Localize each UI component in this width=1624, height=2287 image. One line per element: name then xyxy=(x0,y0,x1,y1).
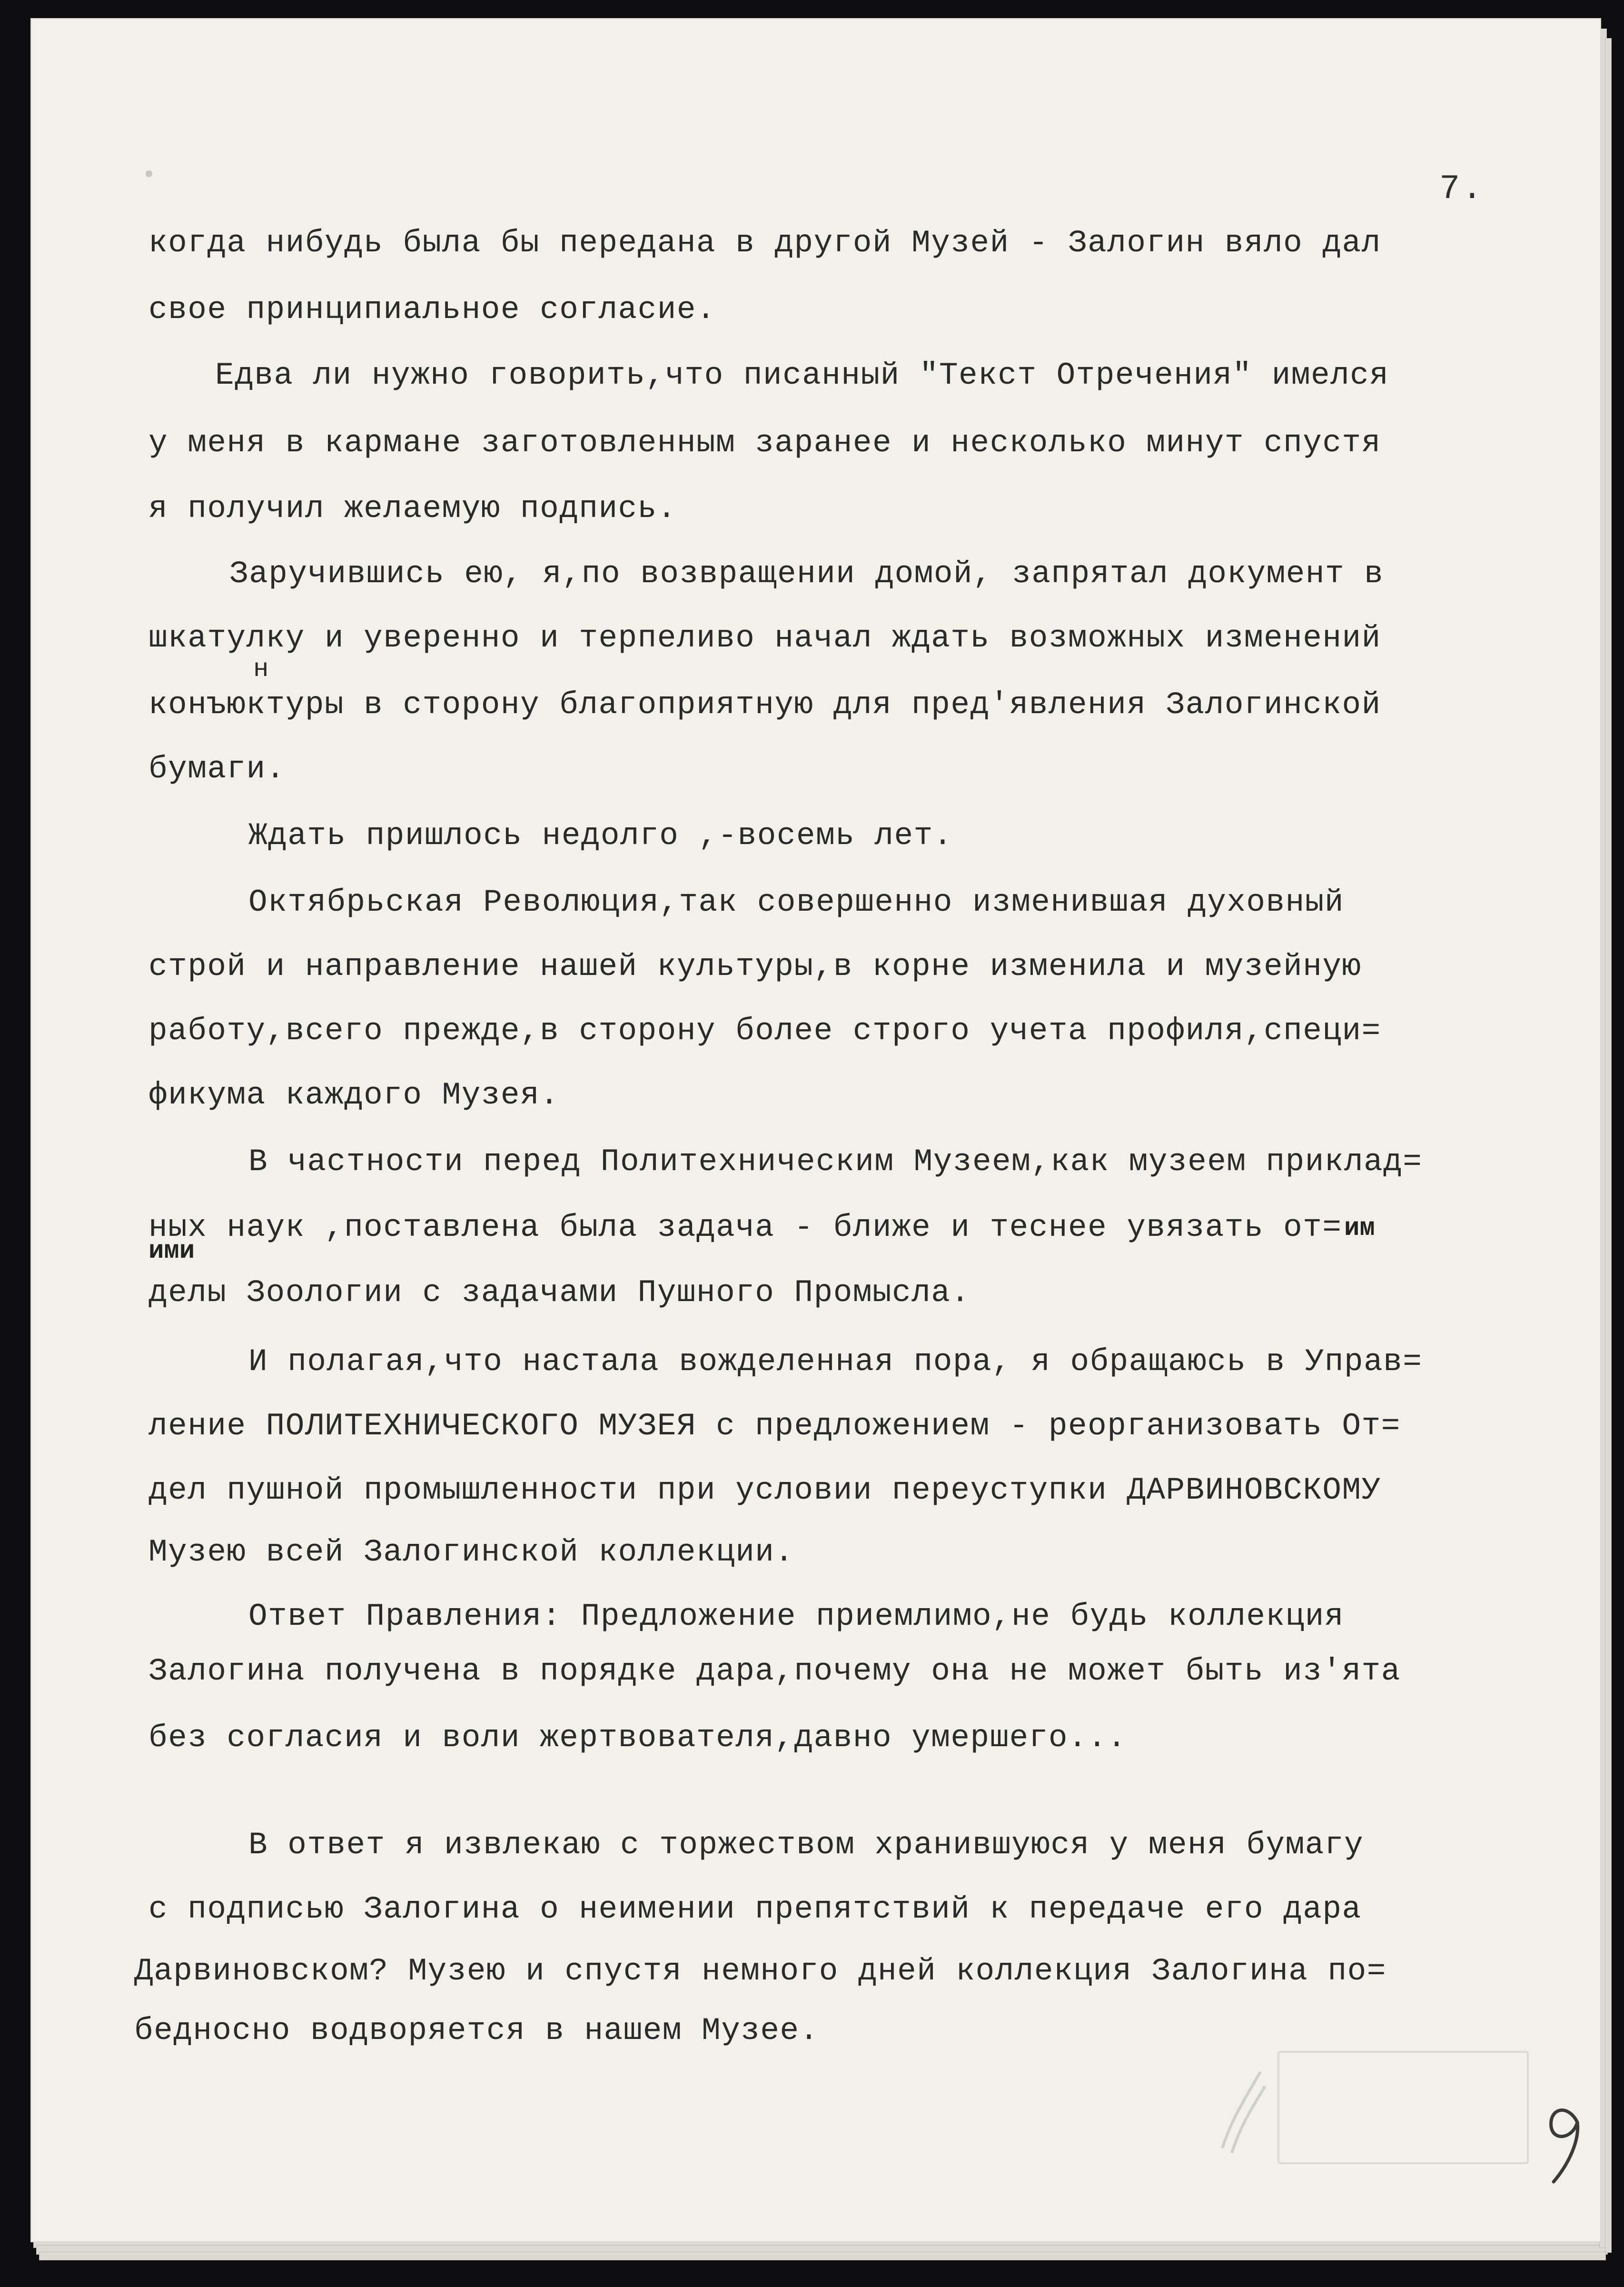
overtyped-text: ими xyxy=(149,1237,195,1266)
handwritten-insertion: н xyxy=(253,655,269,684)
text-line: строй и направление нашей культуры,в корне изменила и музейную xyxy=(149,949,1362,984)
text-line: бедносно водворяется в нашем Музее. xyxy=(134,2013,819,2048)
text-line: Дарвиновском? Музею и спустя немного дней коллекция Залогина по= xyxy=(134,1953,1386,1989)
text-line: ление ПОЛИТЕХНИЧЕСКОГО МУЗЕЯ с предложением - реорганизовать От= xyxy=(149,1408,1401,1444)
text-line: Ждать пришлось недолго ,-восемь лет. xyxy=(248,818,953,854)
text-line: делы Зоологии с задачами Пушного Промысла. xyxy=(149,1275,970,1311)
punch-hole xyxy=(146,170,152,177)
text-line: у меня в кармане заготовленным заранее и несколько минут спустя xyxy=(149,425,1381,461)
text-line: Едва ли нужно говорить,что писанный "Текст Отречения" имелся xyxy=(215,358,1389,393)
text-line: конъюктуры в сторону благоприятную для пред'явления Залогинской xyxy=(149,687,1381,723)
handwritten-folio-number xyxy=(1539,2094,1596,2191)
page-number: 7. xyxy=(1439,169,1485,209)
text-line: фикума каждого Музея. xyxy=(149,1077,560,1113)
text-line: Ответ Правления: Предложение приемлимо,не будь коллекция xyxy=(248,1599,1344,1634)
text-line: работу,всего прежде,в сторону более строго учета профиля,специ= xyxy=(149,1013,1381,1049)
text-line: дел пушной промышленности при условии переуступки ДАРВИНОВСКОМУ xyxy=(149,1472,1381,1508)
text-line: Заручившись ею, я,по возвращении домой, запрятал документ в xyxy=(229,556,1384,592)
text-line: шкатулку и уверенно и терпеливо начал ждать возможных изменений xyxy=(149,620,1381,656)
text-line: свое принципиальное согласие. xyxy=(149,292,716,328)
text-line: В частности перед Политехническим Музеем,как музеем приклад= xyxy=(248,1144,1423,1180)
text-line: я получил желаемую подпись. xyxy=(149,491,677,527)
text-line: Залогина получена в порядке дара,почему она не может быть из'ята xyxy=(149,1653,1401,1689)
text-line: ных наук ,поставлена была задача - ближе и теснее увязать от= xyxy=(149,1210,1342,1245)
text-line: когда нибудь была бы передана в другой Музей - Залогин вяло дал xyxy=(149,225,1381,261)
document-page xyxy=(30,18,1601,2242)
stamp-seal-icon xyxy=(1213,2062,1270,2158)
text-line: бумаги. xyxy=(149,751,286,787)
text-line: без согласия и воли жертвователя,давно умершего... xyxy=(149,1720,1127,1756)
overtyped-text: им xyxy=(1344,1214,1375,1243)
text-line: Музею всей Залогинской коллекции. xyxy=(149,1534,794,1570)
text-line: В ответ я извлекаю с торжеством хранившуюся у меня бумагу xyxy=(248,1827,1364,1863)
archive-stamp xyxy=(1277,2051,1529,2164)
handwritten-nine-icon xyxy=(1539,2094,1596,2189)
text-line: Октябрьская Революция,так совершенно изменившая духовный xyxy=(248,885,1344,920)
text-line: И полагая,что настала вожделенная пора, я обращаюсь в Управ= xyxy=(248,1344,1423,1380)
text-line: с подписью Залогина о неимении препятствий к передаче его дара xyxy=(149,1891,1362,1927)
